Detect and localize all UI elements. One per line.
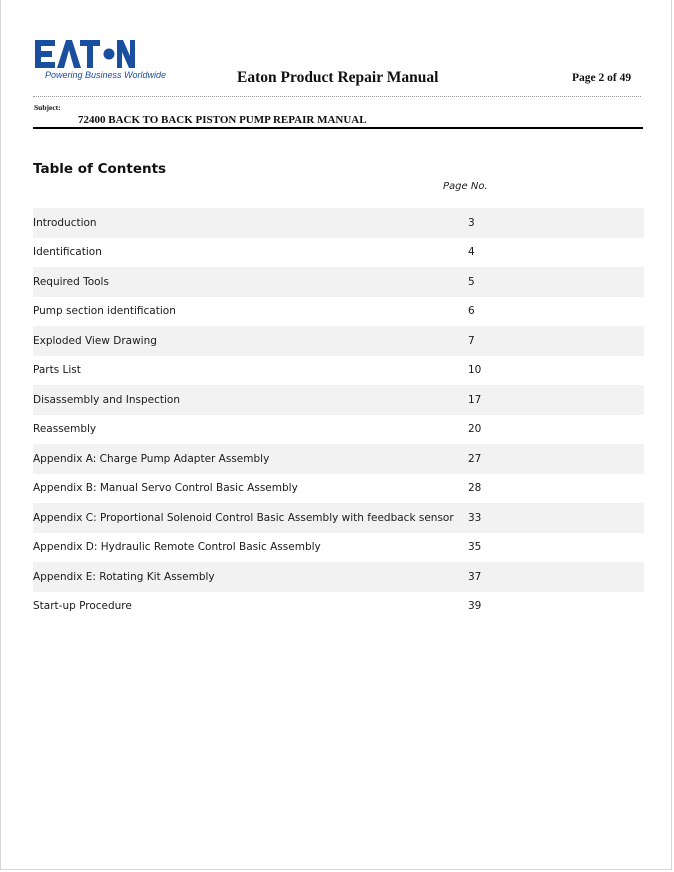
toc-row[interactable] <box>33 385 644 415</box>
toc-entry-title: Exploded View Drawing <box>33 334 157 347</box>
toc-entry-page: 33 <box>468 511 482 524</box>
toc-entry-title: Reassembly <box>33 423 97 436</box>
toc-entry-title: Appendix C: Proportional Solenoid Control Basic Assembly with feedback sensor <box>33 511 454 524</box>
toc-table <box>33 208 644 621</box>
toc-entry-page: 10 <box>468 364 482 377</box>
toc-entry-title: Appendix B: Manual Servo Control Basic Assembly <box>33 482 298 495</box>
page-indicator: Page 2 of 49 <box>572 72 632 84</box>
toc-entry-title: Appendix D: Hydraulic Remote Control Basic Assembly <box>33 541 321 554</box>
toc-row[interactable] <box>33 356 644 386</box>
toc-row[interactable] <box>33 474 644 504</box>
toc-entry-page: 17 <box>468 393 482 406</box>
subject-label: Subject: <box>34 103 61 112</box>
toc-row[interactable] <box>33 533 644 563</box>
toc-entry-page: 39 <box>468 600 482 613</box>
toc-row[interactable] <box>33 562 644 592</box>
toc-entry-title: Appendix E: Rotating Kit Assembly <box>33 570 215 583</box>
subject-divider <box>33 127 643 129</box>
toc-entry-title: Disassembly and Inspection <box>33 393 180 406</box>
toc-entry-page: 28 <box>468 482 482 495</box>
toc-entry-page: 37 <box>468 570 482 583</box>
header-divider <box>33 96 641 97</box>
toc-entry-page: 27 <box>468 452 482 465</box>
toc-entry-page: 3 <box>468 216 475 229</box>
toc-row[interactable] <box>33 297 644 327</box>
toc-row[interactable] <box>33 415 644 445</box>
toc-entry-title: Identification <box>33 246 102 259</box>
toc-entry-title: Start-up Procedure <box>33 600 132 613</box>
subject-text: 72400 BACK TO BACK PISTON PUMP REPAIR MANUAL <box>78 114 367 126</box>
document-title: Eaton Product Repair Manual <box>237 69 439 86</box>
brand-tagline: Powering Business Worldwide <box>45 70 167 80</box>
toc-entry-title: Introduction <box>33 216 97 229</box>
toc-entry-page: 20 <box>468 423 482 436</box>
toc-entry-title: Required Tools <box>33 275 109 288</box>
eaton-logo-mark <box>35 40 135 70</box>
toc-row[interactable] <box>33 208 644 238</box>
toc-heading: Table of Contents <box>33 161 167 177</box>
toc-entry-title: Parts List <box>33 364 81 377</box>
toc-row[interactable] <box>33 326 644 356</box>
toc-row[interactable] <box>33 444 644 474</box>
toc-row[interactable] <box>33 503 644 533</box>
toc-row[interactable] <box>33 592 644 622</box>
toc-entry-page: 4 <box>468 246 475 259</box>
toc-entry-page: 35 <box>468 541 482 554</box>
toc-row[interactable] <box>33 267 644 297</box>
toc-entry-title: Pump section identification <box>33 305 176 318</box>
toc-entry-page: 6 <box>468 305 475 318</box>
toc-row[interactable] <box>33 238 644 268</box>
toc-entry-title: Appendix A: Charge Pump Adapter Assembly <box>33 452 270 465</box>
toc-entry-page: 7 <box>468 334 475 347</box>
page-column-header: Page No. <box>443 181 488 192</box>
toc-entry-page: 5 <box>468 275 475 288</box>
